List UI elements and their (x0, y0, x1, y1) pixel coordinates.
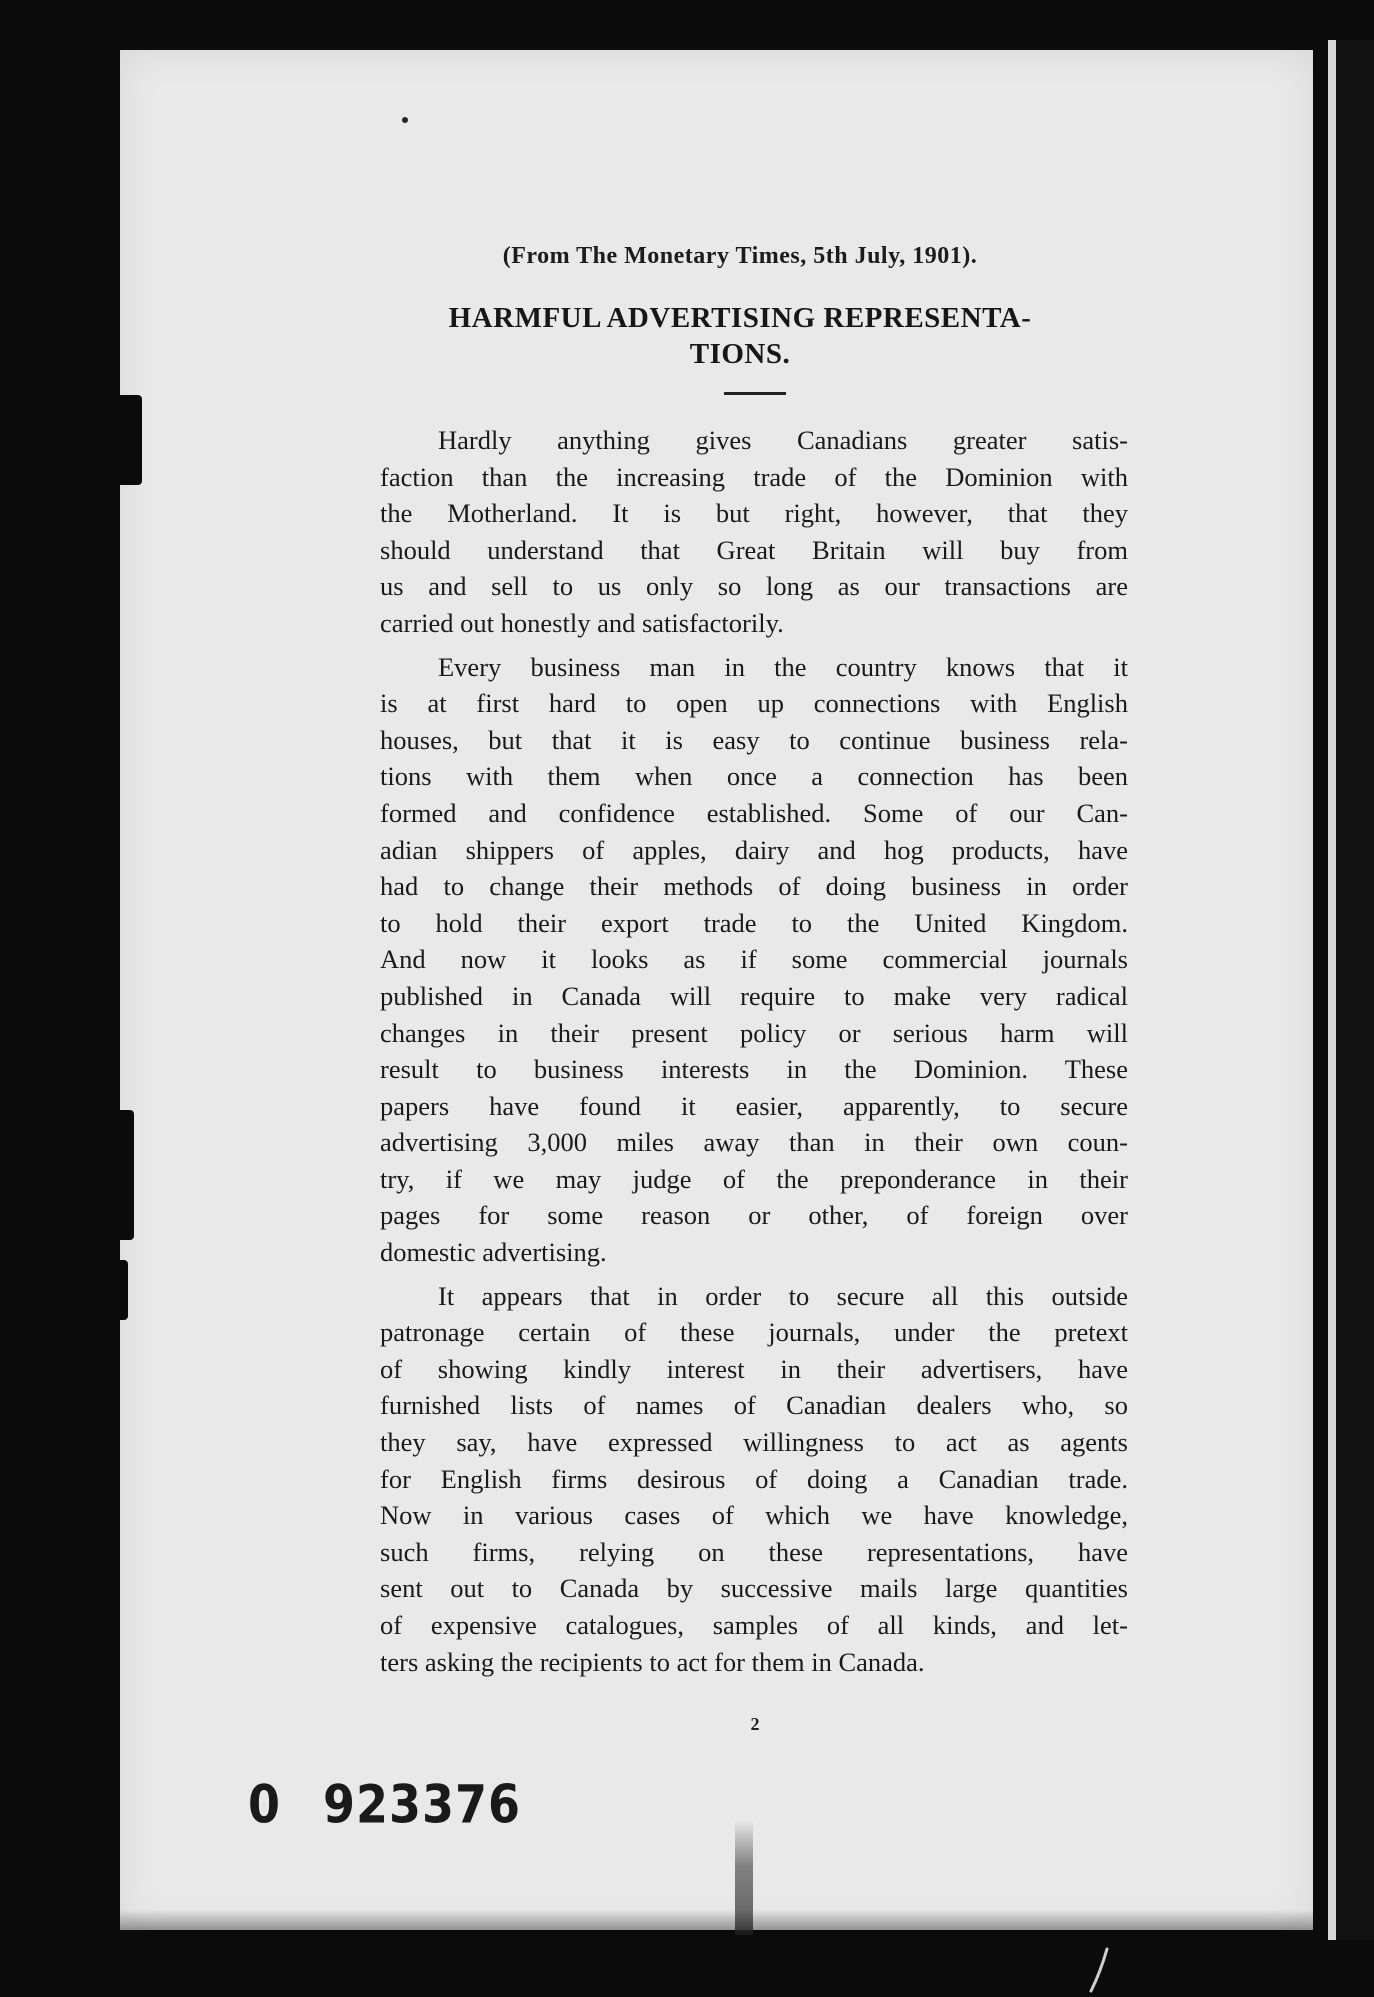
catalogue-stamp (248, 1773, 521, 1835)
catalogue-number: 923376 (323, 1773, 522, 1836)
text-line: try, if we may judge of the preponderance in their (380, 1163, 1128, 1194)
text-line: formed and confidence established. Some of our Can- (380, 797, 1128, 828)
text-line: Hardly anything gives Canadians greater satis- (438, 425, 1128, 455)
text-line: of showing kindly interest in their advertisers, have (380, 1353, 1128, 1384)
adjacent-page-edge (1328, 40, 1374, 1940)
text-line: patronage certain of these journals, under the pretext (380, 1317, 1128, 1348)
text-line: adian shippers of apples, dairy and hog products, have (380, 834, 1128, 865)
text-line: to hold their export trade to the United Kingdom. (380, 907, 1128, 938)
pencil-mark-icon (1085, 1945, 1115, 1995)
article-body (380, 422, 1128, 1687)
text-line: It appears that in order to secure all this outside (438, 1280, 1128, 1311)
text-line: they say, have expressed willingness to act as agents (380, 1427, 1128, 1458)
page-edge-notch (112, 1110, 134, 1240)
text-line: houses, but that it is easy to continue business rela- (380, 724, 1128, 755)
text-line: papers have found it easier, apparently, to secure (380, 1090, 1128, 1121)
heading-rule (724, 392, 786, 395)
text-line: such firms, relying on these representations, have (380, 1536, 1128, 1567)
page-bottom-shadow (120, 1910, 1313, 1930)
text-line: of expensive catalogues, samples of all kinds, and let- (380, 1610, 1128, 1640)
text-line: changes in their present policy or serious harm will (380, 1017, 1128, 1048)
catalogue-prefix: 0 (248, 1773, 282, 1836)
article-paragraph (380, 649, 1128, 1271)
text-line: is at first hard to open up connections with English (380, 688, 1128, 719)
text-line: should understand that Great Britain will buy from (380, 534, 1128, 565)
text-line: furnished lists of names of Canadian dealers who, so (380, 1390, 1128, 1421)
article-paragraph (380, 1278, 1128, 1681)
text-line: for English firms desirous of doing a Canadian trade. (380, 1463, 1128, 1494)
text-line: carried out honestly and satisfactorily. (380, 607, 784, 638)
ink-speck (402, 117, 408, 123)
text-line: Now in various cases of which we have knowledge, (380, 1500, 1128, 1531)
text-line: Every business man in the country knows that it (438, 651, 1128, 682)
heading-line-1: HARMFUL ADVERTISING REPRESENTA- (448, 302, 1032, 334)
page-edge-notch (112, 1260, 128, 1320)
text-line: ters asking the recipients to act for them in Canada. (380, 1646, 925, 1677)
page-edge-notch (112, 395, 142, 485)
page-number: 2 (750, 1714, 760, 1734)
text-line: advertising 3,000 miles away than in their own coun- (380, 1127, 1128, 1158)
text-line: had to change their methods of doing business in order (380, 871, 1128, 902)
text-line: the Motherland. It is but right, however, that they (380, 498, 1128, 529)
text-line: result to business interests in the Dominion. These (380, 1054, 1128, 1085)
article-paragraph (380, 422, 1128, 642)
text-line: faction than the increasing trade of the Dominion with (380, 461, 1128, 492)
text-line: published in Canada will require to make very radical (380, 980, 1128, 1011)
text-line: us and sell to us only so long as our transactions are (380, 571, 1128, 602)
source-citation: (From The Monetary Times, 5th July, 1901). (502, 243, 978, 269)
heading-line-2: TIONS. (689, 338, 791, 370)
text-line: tions with them when once a connection has been (380, 761, 1128, 792)
text-line: And now it looks as if some commercial journals (380, 944, 1128, 975)
text-line: pages for some reason or other, of foreign over (380, 1200, 1128, 1231)
article-heading (380, 300, 1100, 372)
text-line: sent out to Canada by successive mails large quantities (380, 1573, 1128, 1604)
text-line: domestic advertising. (380, 1237, 607, 1268)
